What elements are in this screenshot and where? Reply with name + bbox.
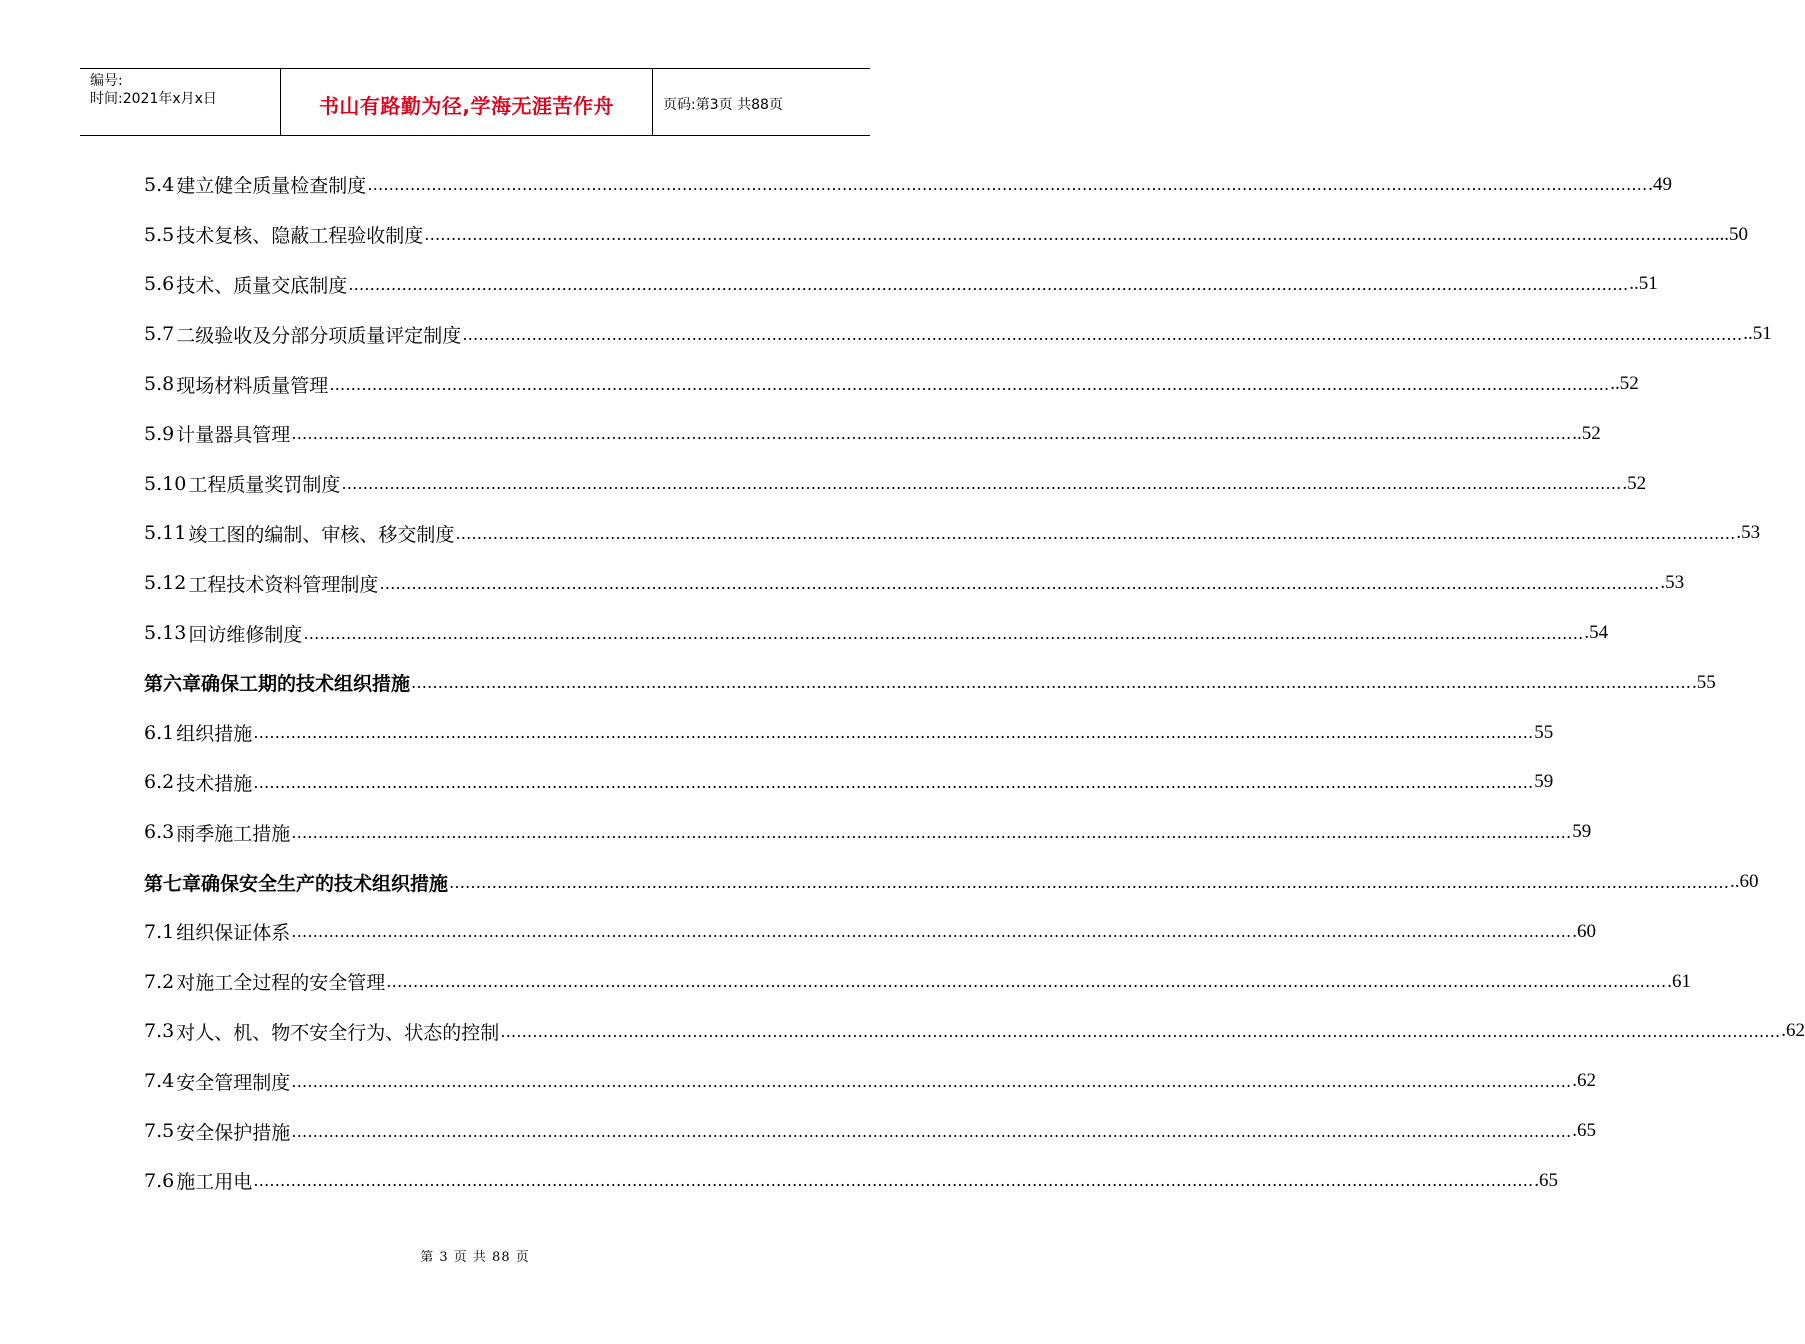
toc-entry-page: .65 (1572, 1120, 1596, 1142)
header-meta-cell (80, 69, 281, 135)
toc-section-row[interactable] (144, 1056, 1596, 1106)
toc-section-row[interactable] (144, 1106, 1596, 1156)
toc-section-row[interactable] (144, 409, 1601, 459)
toc-entry-page: .54 (1584, 622, 1609, 644)
toc-entry-title: 回访维修制度 (188, 623, 303, 646)
toc-entry-number: 5.10 (144, 472, 187, 495)
header-page-info: 页码:第3页 共88页 (663, 97, 783, 113)
toc-dot-leader: …………………………………………………………………………………………………………………………………………………………………………………………………………………… (303, 623, 1584, 643)
header-motto-cell (281, 69, 653, 135)
toc-dot-leader: …………………………………………………………………………………………………………………………………………………………………………………………………………………… (424, 225, 1705, 245)
toc-entry-title: 工程技术资料管理制度 (188, 573, 379, 596)
toc-dot-leader: …………………………………………………………………………………………………………………………………………………………………………………………………………………… (386, 972, 1667, 992)
toc-section-row[interactable] (144, 758, 1554, 808)
toc-entry-title: 技术措施 (176, 772, 253, 795)
toc-entry-number: 7.4 (144, 1070, 175, 1093)
toc-entry-number: 5.4 (144, 173, 175, 196)
toc-dot-leader: …………………………………………………………………………………………………………………………………………………………………………………………………………………… (500, 1021, 1781, 1041)
toc-section-row[interactable] (144, 558, 1685, 608)
toc-entry-number: 6.3 (144, 821, 175, 844)
toc-dot-leader: …………………………………………………………………………………………………………………………………………………………………………………………………………………… (329, 374, 1610, 394)
toc-entry-page: 59 (1572, 821, 1592, 843)
toc-section-row[interactable] (144, 160, 1672, 210)
toc-entry-number: 6.1 (144, 721, 175, 744)
toc-entry-page: .55 (1692, 671, 1716, 693)
toc-entry-page: 55 (1534, 721, 1554, 743)
toc-chapter-row[interactable] (144, 658, 1716, 708)
toc-chapter-row[interactable] (144, 857, 1759, 907)
toc-entry-number: 5.13 (144, 622, 187, 645)
toc-dot-leader: …………………………………………………………………………………………………………………………………………………………………………………………………………………… (291, 822, 1572, 842)
toc-entry-number: 7.1 (144, 920, 175, 943)
toc-entry-title: 施工用电 (176, 1171, 253, 1194)
toc-entry-title: 工程质量奖罚制度 (188, 474, 341, 497)
toc-entry-page: ..60 (1730, 871, 1759, 893)
toc-entry-page: 59 (1534, 771, 1554, 793)
header-page-cell (653, 69, 870, 135)
page-header (80, 68, 870, 136)
toc-entry-page: ..51 (1629, 273, 1658, 295)
toc-dot-leader: …………………………………………………………………………………………………………………………………………………………………………………………………………………… (253, 723, 1534, 743)
doc-time-label: 时间:2021年x月x日 (90, 91, 217, 107)
toc-entry-number: 7.3 (144, 1020, 175, 1043)
toc-dot-leader: …………………………………………………………………………………………………………………………………………………………………………………………………………………… (455, 523, 1736, 543)
toc-entry-number: 7.5 (144, 1120, 175, 1143)
toc-section-row[interactable] (144, 260, 1658, 310)
toc-entry-number: 7.6 (144, 1169, 175, 1192)
toc-dot-leader: …………………………………………………………………………………………………………………………………………………………………………………………………………………… (367, 175, 1648, 195)
toc-entry-title: 雨季施工措施 (176, 822, 291, 845)
toc-dot-leader: …………………………………………………………………………………………………………………………………………………………………………………………………………………… (341, 474, 1622, 494)
toc-section-row[interactable] (144, 807, 1592, 857)
toc-entry-page: .53 (1660, 572, 1685, 594)
toc-entry-title: 对施工全过程的安全管理 (176, 972, 386, 995)
toc-entry-page: .62 (1781, 1020, 1805, 1042)
toc-dot-leader: …………………………………………………………………………………………………………………………………………………………………………………………………………………… (253, 1171, 1534, 1191)
toc-entry-page: ..51 (1743, 323, 1772, 345)
toc-entry-page: ..52 (1610, 373, 1639, 395)
toc-entry-page: .52 (1622, 472, 1647, 494)
toc-entry-title: 组织保证体系 (176, 922, 291, 945)
toc-entry-title: 建立健全质量检查制度 (176, 175, 367, 198)
toc-section-row[interactable] (144, 309, 1772, 359)
header-motto: 书山有路勤为径,学海无涯苦作舟 (318, 93, 615, 118)
toc-dot-leader: …………………………………………………………………………………………………………………………………………………………………………………………………………………… (291, 424, 1572, 444)
toc-section-row[interactable] (144, 1007, 1805, 1057)
toc-entry-number: 5.6 (144, 273, 175, 296)
toc-dot-leader: …………………………………………………………………………………………………………………………………………………………………………………………………………………… (348, 274, 1629, 294)
toc-section-row[interactable] (144, 210, 1748, 260)
toc-entry-page: .60 (1572, 920, 1596, 942)
toc-entry-number: 5.7 (144, 323, 175, 346)
page-footer: 第 3 页 共 88 页 (420, 1250, 530, 1265)
toc-dot-leader: …………………………………………………………………………………………………………………………………………………………………………………………………………………… (291, 1071, 1572, 1091)
toc-dot-leader: …………………………………………………………………………………………………………………………………………………………………………………………………………………… (411, 673, 1692, 693)
toc-dot-leader: …………………………………………………………………………………………………………………………………………………………………………………………………………………… (379, 573, 1660, 593)
table-of-contents (144, 160, 1805, 1206)
toc-entry-page: .61 (1667, 970, 1691, 992)
toc-entry-number: 5.12 (144, 572, 187, 595)
toc-entry-title: 现场材料质量管理 (176, 374, 329, 397)
toc-entry-title: 计量器具管理 (176, 424, 291, 447)
toc-entry-title: 安全管理制度 (176, 1071, 291, 1094)
toc-dot-leader: …………………………………………………………………………………………………………………………………………………………………………………………………………………… (449, 872, 1730, 892)
toc-entry-number: 5.11 (144, 522, 187, 545)
toc-entry-page: .....50 (1705, 223, 1748, 245)
toc-dot-leader: …………………………………………………………………………………………………………………………………………………………………………………………………………………… (253, 772, 1534, 792)
toc-section-row[interactable] (144, 608, 1609, 658)
toc-dot-leader: …………………………………………………………………………………………………………………………………………………………………………………………………………………… (291, 1121, 1572, 1141)
toc-entry-title: 竣工图的编制、审核、移交制度 (188, 523, 455, 546)
toc-section-row[interactable] (144, 459, 1647, 509)
toc-entry-number: 第六章 (144, 673, 202, 696)
toc-entry-title: 技术复核、隐蔽工程验收制度 (176, 225, 424, 248)
toc-entry-title: 确保安全生产的技术组织措施 (201, 872, 449, 895)
toc-entry-title: 二级验收及分部分项质量评定制度 (176, 324, 462, 347)
toc-entry-number: 第七章 (144, 872, 202, 895)
toc-entry-page: ..52 (1572, 422, 1601, 444)
toc-section-row[interactable] (144, 1156, 1558, 1206)
toc-section-row[interactable] (144, 509, 1761, 559)
toc-section-row[interactable] (144, 708, 1554, 758)
toc-entry-number: 5.9 (144, 422, 175, 445)
toc-entry-number: 6.2 (144, 771, 175, 794)
toc-entry-page: .53 (1736, 522, 1761, 544)
toc-entry-number: 5.8 (144, 373, 175, 396)
toc-dot-leader: …………………………………………………………………………………………………………………………………………………………………………………………………………………… (462, 324, 1743, 344)
toc-entry-number: 7.2 (144, 970, 175, 993)
toc-entry-page: .49 (1648, 173, 1672, 195)
doc-number-label: 编号: (90, 73, 123, 89)
toc-entry-title: 确保工期的技术组织措施 (201, 673, 411, 696)
toc-entry-title: 技术、质量交底制度 (176, 274, 348, 297)
toc-entry-page: .65 (1534, 1169, 1558, 1191)
toc-entry-page: .62 (1572, 1070, 1596, 1092)
toc-entry-title: 对人、机、物不安全行为、状态的控制 (176, 1021, 500, 1044)
toc-dot-leader: …………………………………………………………………………………………………………………………………………………………………………………………………………………… (291, 922, 1572, 942)
toc-section-row[interactable] (144, 957, 1691, 1007)
toc-entry-title: 组织措施 (176, 723, 253, 746)
toc-entry-title: 安全保护措施 (176, 1121, 291, 1144)
toc-section-row[interactable] (144, 907, 1596, 957)
toc-section-row[interactable] (144, 359, 1639, 409)
toc-entry-number: 5.5 (144, 223, 175, 246)
